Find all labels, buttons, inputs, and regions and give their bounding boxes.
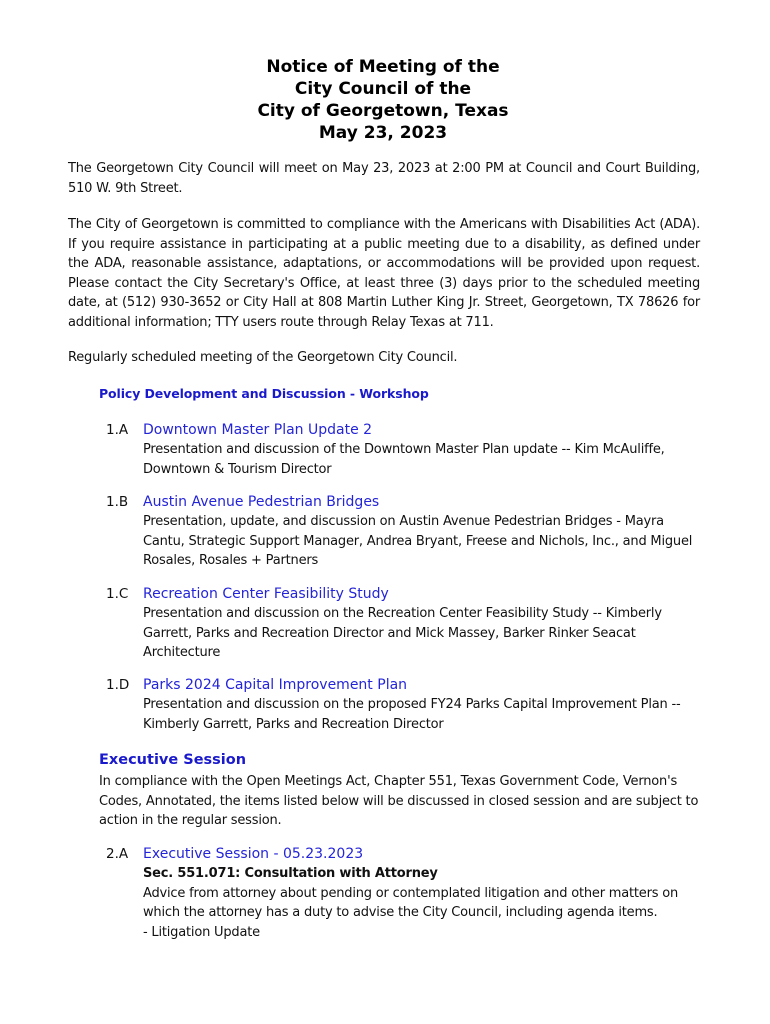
title-line-2: City Council of the [294, 79, 472, 99]
agenda-item-link[interactable]: Executive Session - 05.23.2023 [143, 846, 364, 862]
title-line-3: City of Georgetown, Texas [257, 101, 509, 121]
agenda-item-number: 1.D [106, 677, 130, 693]
title-line-1: Notice of Meeting of the [266, 57, 500, 77]
litigation-update: - Litigation Update [143, 924, 260, 940]
statute-description: Advice from attorney about pending or contemplated litigation and other matters on which the attorney has a duty to advise the City Council, including agenda items. [143, 885, 679, 920]
regular-meeting-text: Regularly scheduled meeting of the Georgetown City Council. [68, 350, 458, 365]
intro-paragraph: The Georgetown City Council will meet on May 23, 2023 at 2:00 PM at Council and Court Building, 510 W. 9th Street. [68, 161, 700, 196]
agenda-item-link[interactable]: Downtown Master Plan Update 2 [143, 422, 373, 438]
title-line-4: May 23, 2023 [318, 123, 448, 143]
page-title [0, 56, 766, 144]
statute-section: Sec. 551.071: Consultation with Attorney [143, 866, 438, 881]
agenda-item-description: Presentation, update, and discussion on Austin Avenue Pedestrian Bridges - Mayra Cantu, Strategic Support Manager, Andrea Bryant, Freese and Nichols, Inc., and Miguel Rosales, Rosales + Partners [143, 514, 693, 568]
agenda-item-description: Presentation and discussion of the Downtown Master Plan update -- Kim McAuliffe, Downtown & Tourism Director [143, 442, 665, 477]
agenda-item-number: 1.A [106, 422, 129, 438]
executive-session-heading: Executive Session [99, 752, 247, 768]
agenda-item-link[interactable]: Austin Avenue Pedestrian Bridges [143, 494, 380, 510]
agenda-item-description: Presentation and discussion on the Recreation Center Feasibility Study -- Kimberly Garrett, Parks and Recreation Director and Mick Massey, Barker Rinker Seacat Architecture [143, 606, 662, 660]
agenda-item-link[interactable]: Recreation Center Feasibility Study [143, 586, 389, 602]
agenda-item-number: 1.C [106, 586, 129, 602]
workshop-heading: Policy Development and Discussion - Workshop [99, 386, 429, 401]
agenda-item-link[interactable]: Parks 2024 Capital Improvement Plan [143, 677, 408, 693]
ada-notice-paragraph: The City of Georgetown is committed to compliance with the Americans with Disabilities Act (ADA). If you require assistance in participating at a public meeting due to a disability, as defined under the ADA, reasonable assistance, adaptations, or accommodations will be provided upon request. Please contact the City Secretary's Office, at least three (3) days prior to the scheduled meeting date, at (512) 930-3652 or City Hall at 808 Martin Luther King Jr. Street, Georgetown, TX 78626 for additional information; TTY users route through Relay Texas at 711. [68, 217, 700, 330]
executive-session-intro: In compliance with the Open Meetings Act, Chapter 551, Texas Government Code, Vernon's Codes, Annotated, the items listed below will be discussed in closed session and are subject to action in the regular session. [99, 774, 699, 828]
agenda-item-number: 2.A [106, 846, 129, 862]
agenda-item-number: 1.B [106, 494, 129, 510]
agenda-item-description [143, 864, 693, 942]
agenda-item-description: Presentation and discussion on the proposed FY24 Parks Capital Improvement Plan -- Kimberly Garrett, Parks and Recreation Director [143, 697, 681, 732]
